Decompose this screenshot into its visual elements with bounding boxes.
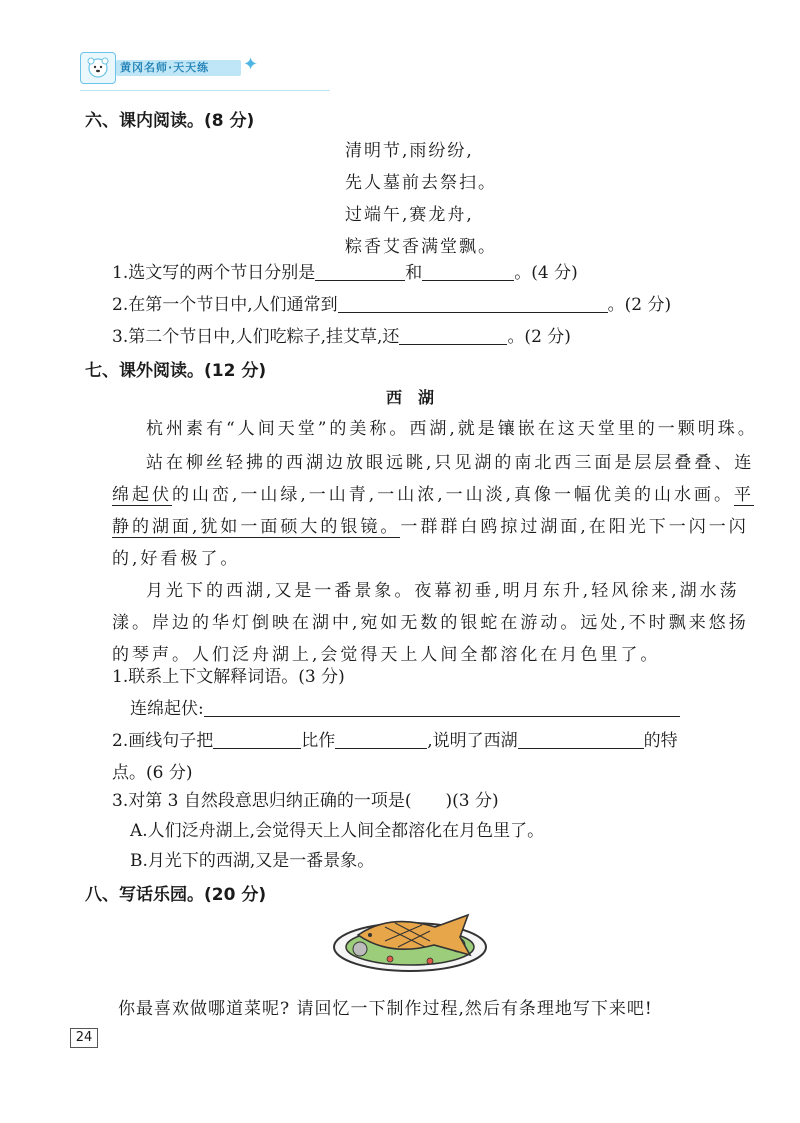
fish-dish-illustration	[330, 905, 490, 975]
essay-paragraph-1: 杭州素有“人间天堂”的美称。西湖,就是镶嵌在这天堂里的一颗明珠。	[146, 419, 758, 439]
s7-option-b[interactable]: B.月光下的西湖,又是一番景象。	[130, 851, 375, 871]
underlined-sentence: 静的湖面,犹如一面硕大的银镜。	[112, 517, 401, 537]
poem-line-2: 先人墓前去祭扫。	[345, 173, 497, 193]
s7-option-a[interactable]: A.人们泛舟湖上,会觉得天上人间全都溶化在月色里了。	[130, 821, 545, 841]
section-8-title: 八、写话乐园。(20 分)	[85, 885, 267, 905]
poem-line-4: 粽香艾香满堂飘。	[345, 237, 497, 257]
s6-question-3: 3.第二个节日中,人们吃粽子,挂艾草,还 。(2 分)	[112, 327, 571, 347]
s6-question-1: 1.选文写的两个节日分别是 和 。(4 分)	[112, 263, 578, 283]
answer-blank[interactable]	[204, 700, 680, 717]
star-icon: ✦	[243, 54, 259, 75]
answer-blank[interactable]	[315, 264, 405, 281]
answer-blank[interactable]	[213, 732, 301, 749]
essay-title: 西 湖	[386, 388, 435, 407]
essay-p2-line-4: 的,好看极了。	[112, 549, 241, 569]
essay-p2-line-3: 静的湖面,犹如一面硕大的银镜。一群群白鸥掠过湖面,在阳光下一闪一闪	[112, 517, 749, 537]
essay-p3-line-2: 漾。岸边的华灯倒映在湖中,宛如无数的银蛇在游动。远处,不时飘来悠扬	[112, 613, 749, 633]
s7-question-2: 2.画线句子把 比作 ,说明了西湖 的特	[112, 731, 678, 751]
answer-blank[interactable]	[399, 328, 507, 345]
s7-question-2-cont: 点。(6 分)	[112, 763, 193, 783]
answer-blank[interactable]	[335, 732, 427, 749]
s7-question-1: 1.联系上下文解释词语。(3 分)	[112, 667, 345, 687]
poem-line-3: 过端午,赛龙舟,	[345, 205, 474, 225]
underlined-term: 绵起伏	[112, 485, 172, 505]
s6-question-2: 2.在第一个节日中,人们通常到 。(2 分)	[112, 295, 672, 315]
brand-text: 黄冈名师·天天练	[120, 61, 210, 74]
answer-blank[interactable]	[338, 296, 608, 313]
underlined-sentence: 平	[734, 485, 755, 505]
section-6-title: 六、课内阅读。(8 分)	[85, 111, 255, 131]
page-number: 24	[70, 1028, 98, 1048]
answer-blank[interactable]	[518, 732, 644, 749]
mascot-icon	[80, 52, 116, 84]
answer-blank[interactable]	[422, 264, 514, 281]
brand-logo	[80, 52, 259, 86]
essay-p3-line-1: 月光下的西湖,又是一番景象。夜幕初垂,明月东升,轻风徐来,湖水荡	[146, 581, 740, 601]
essay-p2-line-2: 绵起伏的山峦,一山绿,一山青,一山浓,一山淡,真像一幅优美的山水画。平	[112, 485, 755, 505]
s7-question-1-term: 连绵起伏:	[130, 698, 680, 720]
poem-line-1: 清明节,雨纷纷,	[345, 141, 474, 161]
section-7-title: 七、课外阅读。(12 分)	[85, 361, 267, 381]
essay-p3-line-3: 的琴声。人们泛舟湖上,会觉得天上人间全都溶化在月色里了。	[112, 645, 661, 665]
writing-prompt: 你最喜欢做哪道菜呢? 请回忆一下制作过程,然后有条理地写下来吧!	[118, 999, 653, 1019]
s7-question-3: 3.对第 3 自然段意思归纳正确的一项是( )(3 分)	[112, 791, 499, 811]
essay-p2-line-1: 站在柳丝轻拂的西湖边放眼远眺,只见湖的南北西三面是层层叠叠、连	[146, 453, 755, 473]
